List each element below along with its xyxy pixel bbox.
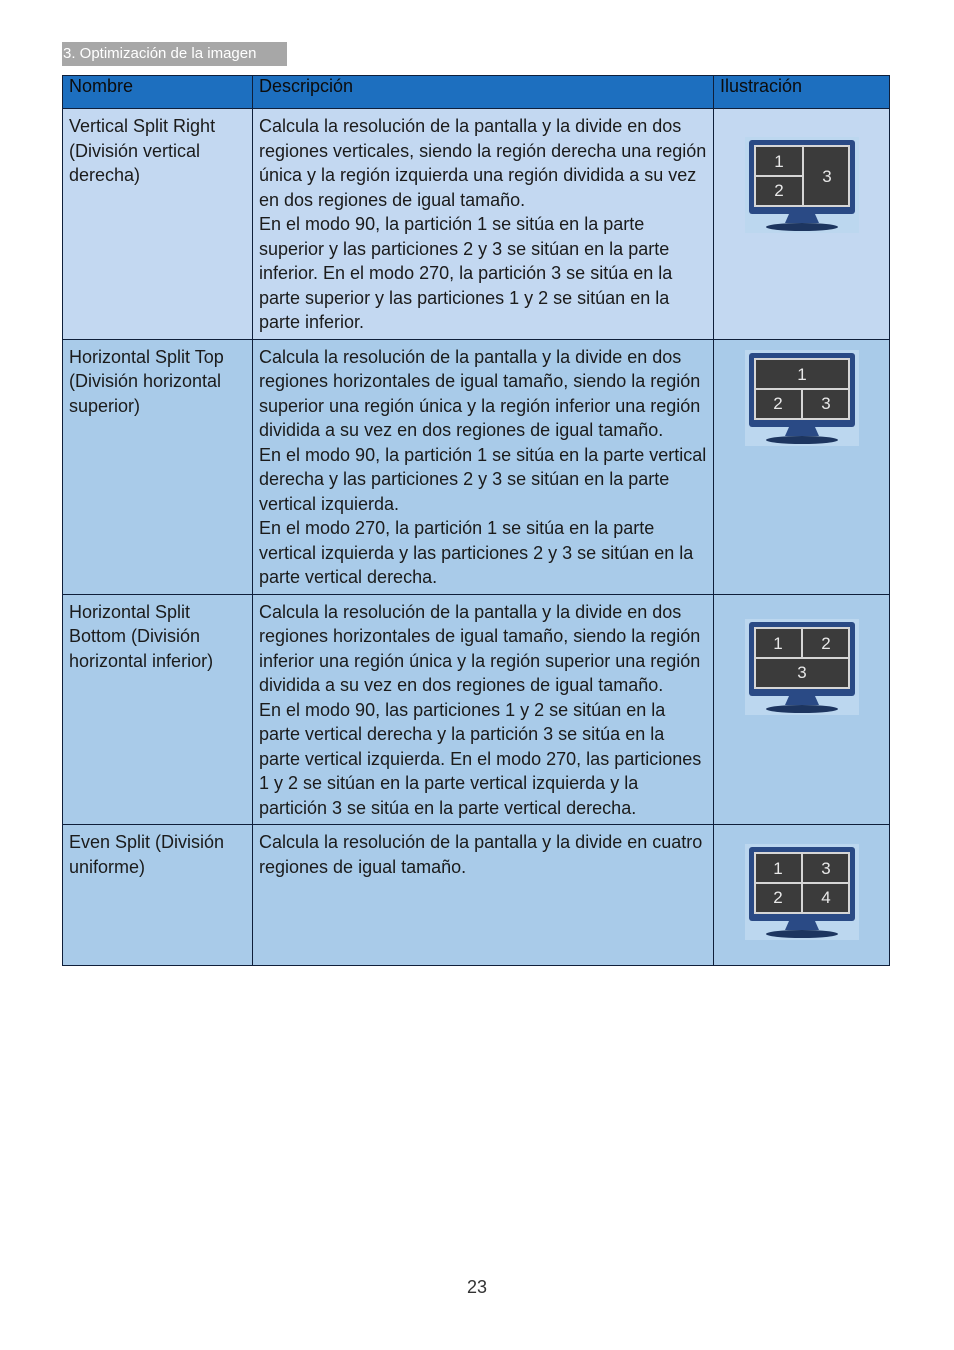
panel-label: 1 [772, 633, 783, 653]
panel-label: 3 [820, 393, 831, 413]
table-row [63, 825, 890, 966]
table-header-row [63, 76, 890, 109]
description-paragraph: Calcula la resolución de la pantalla y la divide en dos regiones horizontales de igual tamaño, siendo la región superior una región única y la región inferior una región dividida a su vez en dos regiones de igual tamaño. [259, 346, 701, 440]
mode-description [253, 109, 714, 340]
mode-description [253, 825, 714, 966]
page-number: 23 [466, 1277, 488, 1297]
table-row [63, 594, 890, 825]
split-modes-table [62, 75, 890, 966]
panel-label: 2 [820, 633, 831, 653]
description-paragraph: En el modo 270, la partición 1 se sitúa en la parte vertical izquierda y las particiones 2 y 3 se sitúan en la parte vertical derecha. [259, 518, 694, 587]
mode-illustration [714, 339, 890, 594]
description-paragraph: En el modo 90, las particiones 1 y 2 se sitúan en la parte vertical derecha y la partición 3 se sitúa en la parte vertical izquierda. En el modo 270, las particiones 1 y 2 se sitúan en la parte vertical izquierda y la partición 3 se sitúa en la parte vertical derecha. [259, 699, 702, 818]
monitor-split-icon [745, 844, 859, 940]
section-title: 3. Optimización de la imagen [62, 42, 287, 66]
panel-label: 3 [821, 167, 832, 186]
table-row [63, 339, 890, 594]
monitor-split-icon [745, 619, 859, 715]
mode-name: Vertical Split Right (División vertical derecha) [63, 109, 253, 340]
column-header-illustration: Ilustración [714, 76, 890, 109]
mode-illustration [714, 825, 890, 966]
panel-label: 4 [820, 888, 831, 907]
description-paragraph: Calcula la resolución de la pantalla y la divide en dos regiones verticales, siendo la región derecha una región única y la región izquierda una región dividida a su vez en dos regiones de igual tamaño. [259, 116, 707, 210]
mode-name: Horizontal Split Top (División horizontal superior) [63, 339, 253, 594]
description-paragraph: Calcula la resolución de la pantalla y la divide en dos regiones horizontales de igual tamaño, siendo la región inferior una región única y la región superior una región dividida a su vez en dos regiones de igual tamaño. [259, 601, 701, 695]
panel-label: 1 [773, 152, 784, 171]
panel-label: 3 [820, 859, 831, 878]
table-row [63, 109, 890, 340]
mode-name: Even Split (División uniforme) [63, 825, 253, 966]
column-header-description: Descripción [253, 76, 714, 109]
panel-label: 2 [773, 181, 784, 200]
mode-illustration [714, 109, 890, 340]
panel-label: 2 [772, 888, 783, 907]
panel-label: 3 [796, 662, 807, 682]
column-header-name: Nombre [63, 76, 253, 109]
description-paragraph: Calcula la resolución de la pantalla y la divide en cuatro regiones de igual tamaño. [259, 832, 703, 877]
mode-name: Horizontal Split Bottom (División horizontal inferior) [63, 594, 253, 825]
mode-illustration [714, 594, 890, 825]
description-paragraph: En el modo 90, la partición 1 se sitúa en la parte vertical derecha y las particiones 2 y 3 se sitúan en la parte vertical izquierda. [259, 444, 707, 514]
panel-label: 2 [772, 393, 783, 413]
panel-label: 1 [796, 364, 807, 384]
description-paragraph: En el modo 90, la partición 1 se sitúa en la parte superior y las particiones 2 y 3 se sitúan en la parte inferior. En el modo 270, la partición 3 se sitúa en la parte superior y las particiones 1 y 2 se sitúan en la parte inferior. [259, 214, 673, 332]
mode-description [253, 339, 714, 594]
monitor-split-icon [745, 350, 859, 446]
panel-label: 1 [772, 859, 783, 878]
monitor-split-icon [745, 137, 859, 233]
mode-description [253, 594, 714, 825]
